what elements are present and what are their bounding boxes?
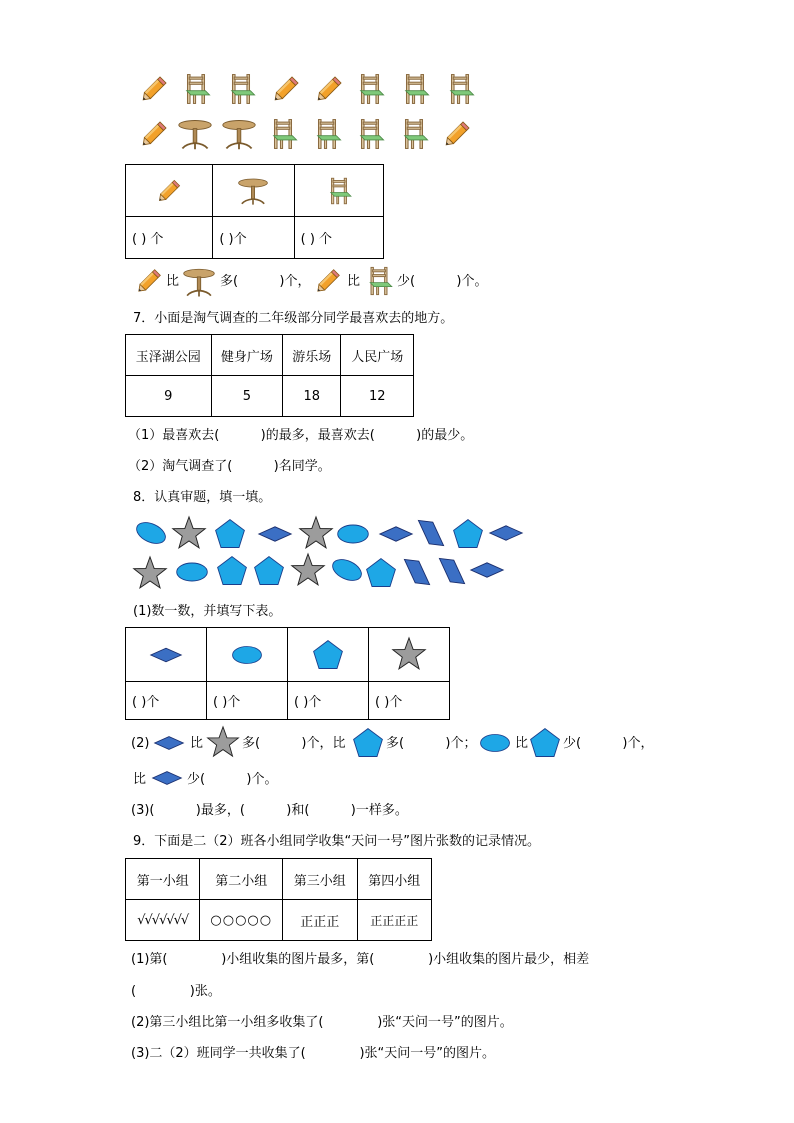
q9-record: 正正正: [283, 900, 357, 941]
parallelogram-shape: [433, 553, 471, 589]
q8-sub2-shao2: 少( )个。: [187, 772, 278, 787]
pencil-icon: [133, 265, 165, 297]
pencil-icon: [137, 72, 171, 106]
q9-record: √√√√√√√: [126, 900, 200, 941]
q8-sub1: (1)数一数，并填写下表。: [133, 604, 282, 619]
table-icon: [219, 116, 259, 152]
q6-cmp-bi2: 比: [347, 274, 361, 289]
rhombus-shape: [376, 516, 416, 552]
q7-header: 玉泽湖公园: [126, 335, 212, 376]
pentagon-icon: [350, 725, 386, 761]
chair-icon: [266, 117, 300, 151]
pentagon-icon: [527, 725, 563, 761]
ellipse-shape: [173, 554, 211, 590]
q9-sub2: (2)第三小组比第一小组多收集了( )张“天问一号”的图片。: [131, 1015, 513, 1030]
chair-icon: [324, 176, 354, 206]
q9-sub1-line1: (1)第( )小组收集的图片最多，第( )小组收集的图片最少，相差: [131, 952, 590, 967]
q7-header: 健身广场: [211, 335, 282, 376]
chair-icon: [443, 72, 477, 106]
chair-icon: [353, 72, 387, 106]
table-icon: [175, 116, 215, 152]
q9-header: 第二小组: [200, 859, 283, 900]
q9-sub3: (3)二（2）班同学一共收集了( )张“天问一号”的图片。: [131, 1046, 496, 1061]
q8-sub2-bi: 比: [190, 736, 204, 751]
chair-icon: [310, 117, 344, 151]
q8-ellipse-count-cell[interactable]: ( )个: [207, 682, 288, 720]
q6-table-count-cell[interactable]: ( )个: [213, 217, 294, 259]
chair-icon: [398, 72, 432, 106]
q8-count-table: [125, 627, 450, 720]
table-icon: [180, 265, 218, 299]
rhombus-shape: [255, 516, 295, 552]
q7-question-2: （2）淘气调查了( )名同学。: [128, 459, 331, 474]
q6-count-table: [125, 164, 384, 259]
pentagon-icon: [310, 637, 346, 673]
q9-sub1-line2: ( )张。: [131, 984, 221, 999]
q8-sub2-bi4: 比: [133, 772, 147, 787]
rhombus-shape: [467, 552, 507, 588]
star-shape: [170, 515, 208, 553]
q7-header: 游乐场: [283, 335, 341, 376]
q6-pencil-count-cell[interactable]: ( ) 个: [126, 217, 213, 259]
q8-star-count-cell[interactable]: ( )个: [369, 682, 450, 720]
q6-cmp-shao: 少( )个。: [397, 274, 488, 289]
star-shape: [297, 515, 335, 553]
q7-table: [125, 334, 414, 417]
q7-header: 人民广场: [341, 335, 414, 376]
pentagon-shape: [251, 553, 287, 589]
q8-sub2-shao: 少( )个，: [563, 736, 654, 751]
q8-sub2-bi3: 比: [515, 736, 529, 751]
rhombus-icon: [149, 727, 189, 759]
table-icon: [236, 175, 270, 207]
q9-table: [125, 858, 432, 941]
q7-value: 5: [211, 376, 282, 417]
pencil-icon: [312, 265, 344, 297]
ellipse-shape: [334, 516, 372, 552]
q6-chair-count-cell[interactable]: ( ) 个: [294, 217, 383, 259]
q8-title: 8．认真审题，填一填。: [133, 490, 272, 505]
rhombus-shape: [486, 515, 526, 551]
q8-sub2-prefix: (2): [131, 736, 150, 751]
q7-value: 9: [126, 376, 212, 417]
q8-rhombus-count-cell[interactable]: ( )个: [126, 682, 207, 720]
ellipse-shape: [329, 552, 365, 588]
parallelogram-shape: [413, 514, 449, 552]
q7-value: 18: [283, 376, 341, 417]
q9-title: 9．下面是二（2）班各小组同学收集“天问一号”图片张数的记录情况。: [133, 834, 541, 849]
q6-cmp-bi: 比: [166, 274, 180, 289]
star-shape: [131, 555, 169, 593]
rhombus-icon: [146, 638, 186, 672]
q7-question-1: （1）最喜欢去( )的最多，最喜欢去( )的最少。: [128, 428, 474, 443]
ellipse-shape: [133, 515, 169, 551]
chair-icon: [224, 72, 258, 106]
q9-record: 正正正正: [357, 900, 431, 941]
chair-icon: [397, 117, 431, 151]
chair-icon: [179, 72, 213, 106]
pentagon-shape: [363, 555, 399, 591]
q8-sub2-duo2: 多( )个；: [386, 736, 477, 751]
q9-header: 第四小组: [357, 859, 431, 900]
rhombus-icon: [147, 762, 187, 794]
q7-title: 7．小面是淘气调查的二年级部分同学最喜欢去的地方。: [133, 311, 454, 326]
star-shape: [289, 552, 327, 590]
pentagon-shape: [214, 553, 250, 589]
pencil-icon: [312, 72, 346, 106]
ellipse-icon: [476, 726, 514, 760]
star-icon: [390, 636, 428, 674]
ellipse-icon: [227, 638, 267, 672]
q8-sub3: (3)( )最多，( )和( )一样多。: [131, 803, 408, 818]
q9-header: 第一小组: [126, 859, 200, 900]
q9-header: 第三小组: [283, 859, 357, 900]
chair-icon: [363, 265, 395, 297]
q8-sub2-duo: 多( )个，比: [242, 736, 346, 751]
pencil-icon: [440, 117, 474, 151]
q7-value: 12: [341, 376, 414, 417]
q8-pentagon-count-cell[interactable]: ( )个: [288, 682, 369, 720]
pencil-icon: [154, 176, 184, 206]
q6-cmp-duo: 多( )个，: [220, 274, 311, 289]
q9-record: ○○○○○: [200, 900, 283, 941]
pencil-icon: [269, 72, 303, 106]
parallelogram-shape: [399, 553, 435, 591]
chair-icon: [353, 117, 387, 151]
star-icon: [205, 725, 241, 761]
pentagon-shape: [212, 516, 248, 552]
pencil-icon: [137, 117, 171, 151]
pentagon-shape: [450, 516, 486, 552]
